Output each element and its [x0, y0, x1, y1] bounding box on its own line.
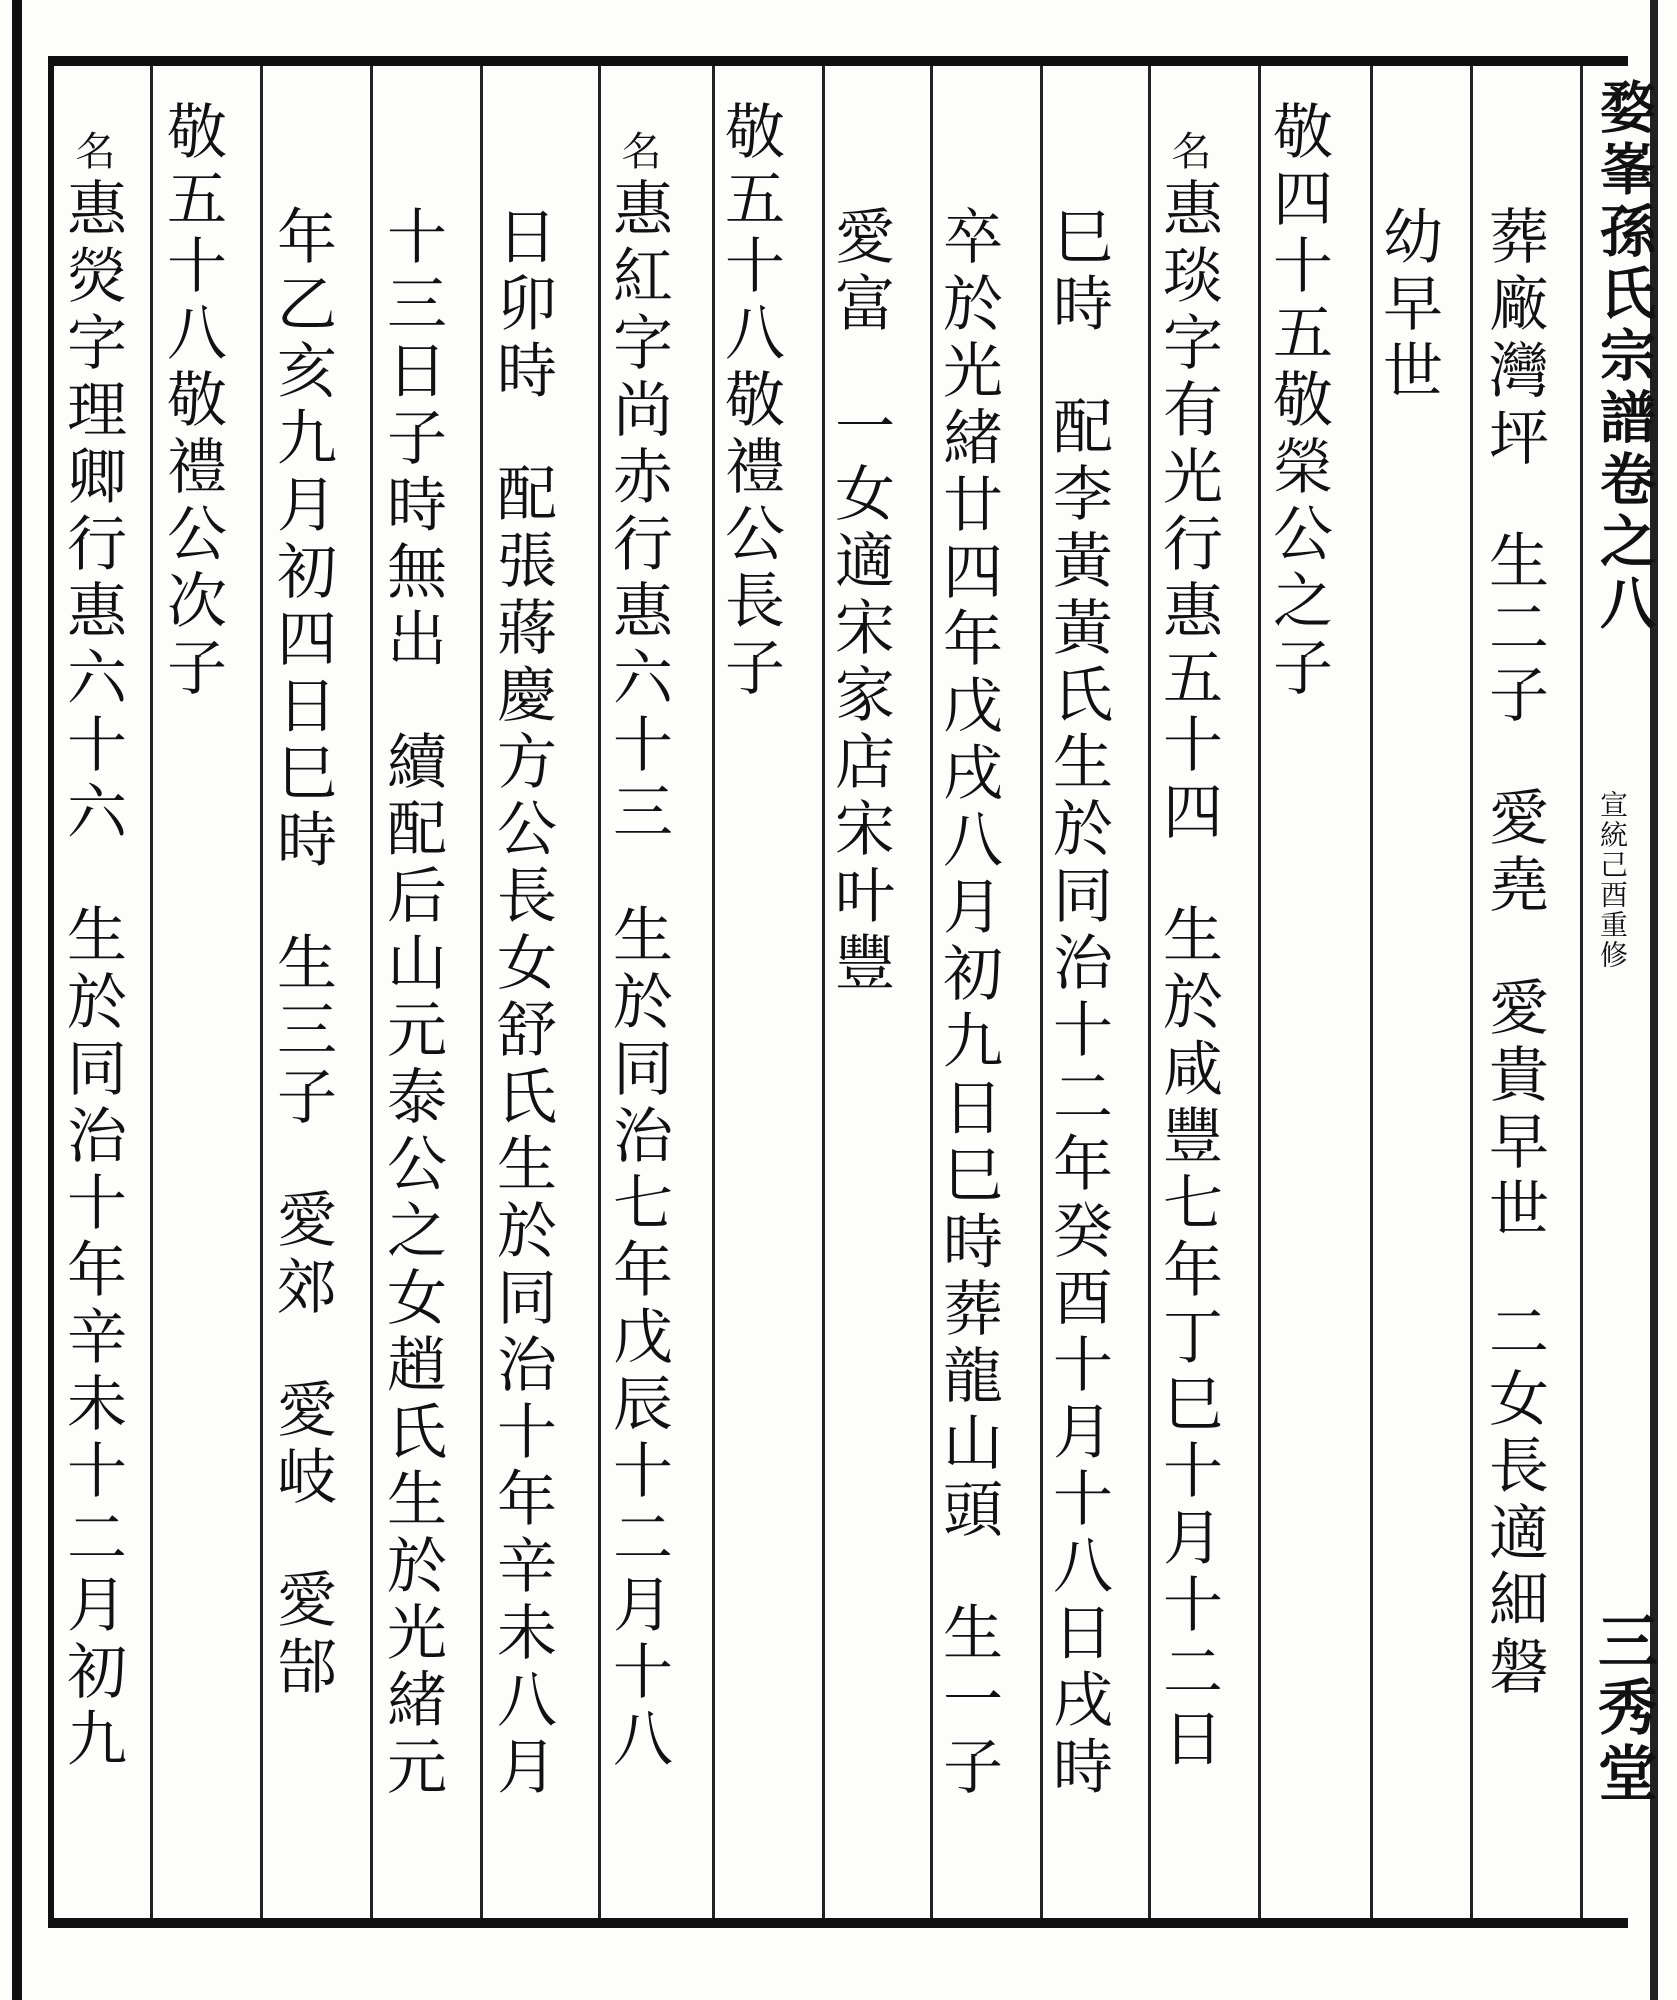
edition-note: 宣統己酉重修: [1596, 790, 1629, 970]
text-column-11: [377, 205, 447, 1802]
text-segment: 惠紅字尚赤行惠六十三: [603, 177, 673, 847]
binding-edge-left: [12, 0, 22, 2000]
text-column-4: [1153, 130, 1223, 1774]
text-segment: 愛岐: [267, 1378, 337, 1512]
text-column-9: [603, 130, 673, 1774]
column-divider: [1470, 66, 1473, 1918]
text-segment: 幼早世: [1373, 205, 1443, 406]
text-column-10: [487, 205, 557, 1802]
text-segment: 配張蔣慶方公長女舒氏生於同治十年辛未八月: [487, 462, 557, 1802]
text-column-14: [57, 130, 127, 1774]
text-segment: 惠琰字有光行惠五十四: [1153, 177, 1223, 847]
text-column-5: [1043, 205, 1113, 1802]
text-segment: 十三日子時無出: [377, 205, 447, 674]
text-segment: 巳時: [1043, 205, 1113, 339]
text-segment: 一女適宋家店宋叶豐: [825, 395, 895, 998]
text-segment: 愛郊: [267, 1188, 337, 1322]
text-segment: 愛郜: [267, 1568, 337, 1702]
text-segment: 生三子: [267, 931, 337, 1132]
text-segment: 生於同治十年辛未十二月初九: [57, 903, 127, 1774]
text-segment: 生於同治七年戊辰十二月十八: [603, 903, 673, 1774]
name-marker: 名: [615, 130, 661, 177]
text-column-13: [157, 100, 227, 703]
text-segment: 敬五十八敬禮公次子: [157, 100, 227, 703]
text-segment: 葬廠灣坪: [1479, 205, 1549, 473]
text-column-1: [1479, 205, 1549, 1702]
text-column-2: [1373, 205, 1443, 406]
text-segment: 愛富: [825, 205, 895, 339]
text-column-7: [825, 205, 895, 998]
column-divider: [150, 66, 153, 1918]
book-title: 婺峯孫氏宗譜卷之八: [1591, 78, 1657, 636]
column-divider: [370, 66, 373, 1918]
text-segment: 續配后山元泰公之女趙氏生於光緒元: [377, 730, 447, 1802]
name-marker: 名: [69, 130, 115, 177]
hall-name: 三秀堂: [1588, 1610, 1658, 1808]
column-divider: [1258, 66, 1261, 1918]
text-segment: 敬五十八敬禮公長子: [715, 100, 785, 703]
text-segment: 配李黃黃氏生於同治十二年癸酉十月十八日戌時: [1043, 395, 1113, 1802]
text-segment: 生於咸豐七年丁巳十月十二日: [1153, 903, 1223, 1774]
text-column-12: [267, 205, 337, 1702]
column-divider: [1148, 66, 1151, 1918]
text-segment: 愛貴早世: [1479, 976, 1549, 1244]
column-divider: [480, 66, 483, 1918]
text-segment: 生一子: [933, 1601, 1003, 1802]
text-column-8: [715, 100, 785, 703]
text-segment: 日卯時: [487, 205, 557, 406]
text-column-3: [1263, 100, 1333, 703]
text-segment: 惠熒字理卿行惠六十六: [57, 177, 127, 847]
name-marker: 名: [1165, 130, 1211, 177]
text-segment: 生二子: [1479, 529, 1549, 730]
text-segment: 愛堯: [1479, 786, 1549, 920]
column-divider: [598, 66, 601, 1918]
text-segment: 二女長適細磐: [1479, 1300, 1549, 1702]
column-divider: [260, 66, 263, 1918]
text-segment: 卒於光緒廿四年戊戌八月初九日巳時葬龍山頭: [933, 205, 1003, 1545]
text-column-6: [933, 205, 1003, 1802]
text-segment: 敬四十五敬榮公之子: [1263, 100, 1333, 703]
text-segment: 年乙亥九月初四日巳時: [267, 205, 337, 875]
